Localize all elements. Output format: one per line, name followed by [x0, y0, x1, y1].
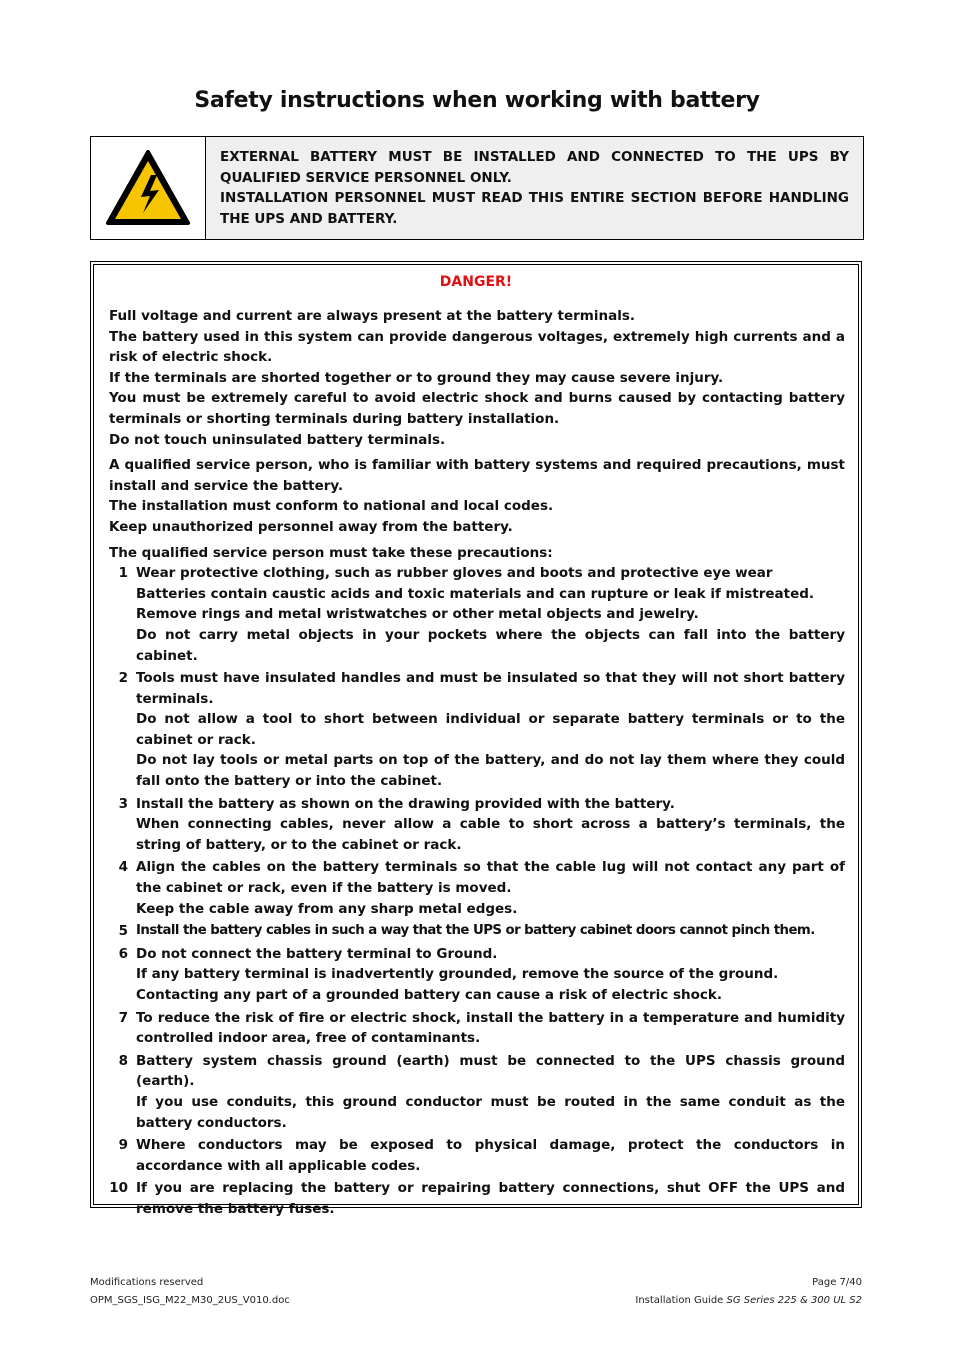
- danger-paragraph-2: [109, 455, 845, 537]
- footer-modifications: Modifications reserved: [90, 1277, 204, 1288]
- precaution-line: Battery system chassis ground (earth) must be connected to the UPS chassis ground (earth).: [136, 1052, 845, 1090]
- precaution-item: [109, 1135, 845, 1176]
- precaution-line: Do not lay tools or metal parts on top of the battery, and do not lay them where they could fall onto the battery or into the cabinet.: [136, 752, 845, 790]
- precaution-number: 4: [118, 859, 128, 876]
- danger-line: Do not touch uninsulated battery terminals.: [109, 431, 446, 448]
- precaution-line: Align the cables on the battery terminals so that the cable lug will not contact any part of the cabinet or rack, even if the battery is moved.: [136, 859, 845, 897]
- footer-page-number: Page 7/40: [812, 1277, 862, 1288]
- precaution-item: [109, 857, 845, 919]
- danger-line: Full voltage and current are always present at the battery terminals.: [109, 308, 635, 324]
- high-voltage-warning-icon: [105, 149, 191, 227]
- precaution-line: Contacting any part of a grounded battery can cause a risk of electric shock.: [136, 987, 722, 1003]
- precaution-line: Do not connect the battery terminal to Ground.: [136, 945, 498, 962]
- precaution-line: Wear protective clothing, such as rubber gloves and boots and protective eye wear: [136, 565, 773, 582]
- footer-guide-prefix: Installation Guide: [635, 1295, 727, 1306]
- danger-content: [109, 306, 845, 1222]
- precaution-line: Do not allow a tool to short between individual or separate battery terminals or to the cabinet or rack.: [136, 711, 845, 748]
- danger-line: Keep unauthorized personnel away from the battery.: [109, 518, 513, 535]
- precaution-line: Remove rings and metal wristwatches or other metal objects and jewelry.: [136, 606, 699, 623]
- precaution-line: To reduce the risk of fire or electric shock, install the battery in a temperature and humidity controlled indoor area, free of contaminants.: [136, 1009, 845, 1047]
- danger-line: The installation must conform to national and local codes.: [109, 498, 554, 515]
- precaution-item: [109, 1178, 845, 1219]
- precaution-line: If any battery terminal is inadvertently grounded, remove the source of the ground.: [136, 966, 779, 983]
- precaution-line: Do not carry metal objects in your pockets where the objects can fall into the battery cabinet.: [136, 626, 845, 664]
- precaution-line: Tools must have insulated handles and must be insulated so that they will not short battery terminals.: [136, 670, 845, 707]
- footer-left: [90, 1274, 290, 1310]
- warning-line: EXTERNAL BATTERY MUST BE INSTALLED AND CONNECTED TO THE UPS BY QUALIFIED SERVICE PERSONNEL ONLY.: [220, 149, 849, 186]
- precaution-number: 8: [118, 1052, 128, 1069]
- precautions-intro: The qualified service person must take these precautions:: [109, 544, 553, 561]
- precaution-item: [109, 921, 845, 942]
- precaution-line: Batteries contain caustic acids and toxic materials and can rupture or leak if mistreated.: [136, 585, 815, 602]
- precaution-number: 1: [118, 565, 128, 582]
- danger-line: The battery used in this system can provide dangerous voltages, extremely high currents and a risk of electric shock.: [109, 328, 845, 366]
- precaution-number: 3: [118, 795, 128, 812]
- precautions-list: [109, 563, 845, 1219]
- warning-text-cell: [206, 137, 863, 239]
- danger-paragraph-1: [109, 306, 845, 450]
- precaution-item: [109, 668, 845, 792]
- page-title: Safety instructions when working with battery: [194, 88, 760, 113]
- precaution-number: 6: [118, 945, 128, 962]
- precaution-line: Install the battery as shown on the drawing provided with the battery.: [136, 795, 675, 812]
- danger-line: A qualified service person, who is familiar with battery systems and required precautions, must install and service the battery.: [109, 457, 845, 494]
- footer-right: [635, 1274, 862, 1310]
- warning-icon-cell: [91, 137, 206, 239]
- precaution-line: Install the battery cables in such a way that the UPS or battery cabinet doors cannot pinch them.: [136, 923, 815, 939]
- precaution-line: If you use conduits, this ground conductor must be routed in the same conduit as the battery conductors.: [136, 1093, 845, 1131]
- precaution-number: 7: [118, 1009, 128, 1026]
- precaution-line: When connecting cables, never allow a cable to short across a battery’s terminals, the string of battery, or to the cabinet or rack.: [136, 816, 845, 853]
- precaution-item: [109, 944, 845, 1006]
- precaution-number: 5: [118, 923, 128, 940]
- footer-filename: OPM_SGS_ISG_M22_M30_2US_V010.doc: [90, 1295, 290, 1306]
- precaution-item: [109, 563, 845, 666]
- danger-box: [90, 261, 862, 1217]
- precaution-number: 10: [109, 1180, 128, 1197]
- footer-guide-title: [635, 1292, 862, 1310]
- precaution-number: 9: [118, 1137, 128, 1154]
- precaution-item: [109, 1008, 845, 1049]
- precaution-line: Keep the cable away from any sharp metal edges.: [136, 900, 518, 917]
- precaution-number: 2: [118, 670, 128, 687]
- danger-line: You must be extremely careful to avoid electric shock and burns caused by contacting battery terminals or shorting terminals during battery installation.: [109, 390, 845, 427]
- precaution-line: If you are replacing the battery or repairing battery connections, shut OFF the UPS and remove the battery fuses.: [136, 1180, 845, 1217]
- danger-title: DANGER!: [439, 274, 513, 290]
- precaution-line: Where conductors may be exposed to physical damage, protect the conductors in accordance with all applicable codes.: [136, 1137, 845, 1174]
- precaution-item: [109, 794, 845, 856]
- warning-box: [90, 136, 864, 240]
- precaution-item: [109, 1051, 845, 1133]
- footer-guide-series: SG Series 225 & 300 UL S2: [726, 1295, 862, 1306]
- danger-line: If the terminals are shorted together or to ground they may cause severe injury.: [109, 369, 724, 386]
- warning-line: INSTALLATION PERSONNEL MUST READ THIS ENTIRE SECTION BEFORE HANDLING THE UPS AND BATTERY.: [220, 190, 849, 227]
